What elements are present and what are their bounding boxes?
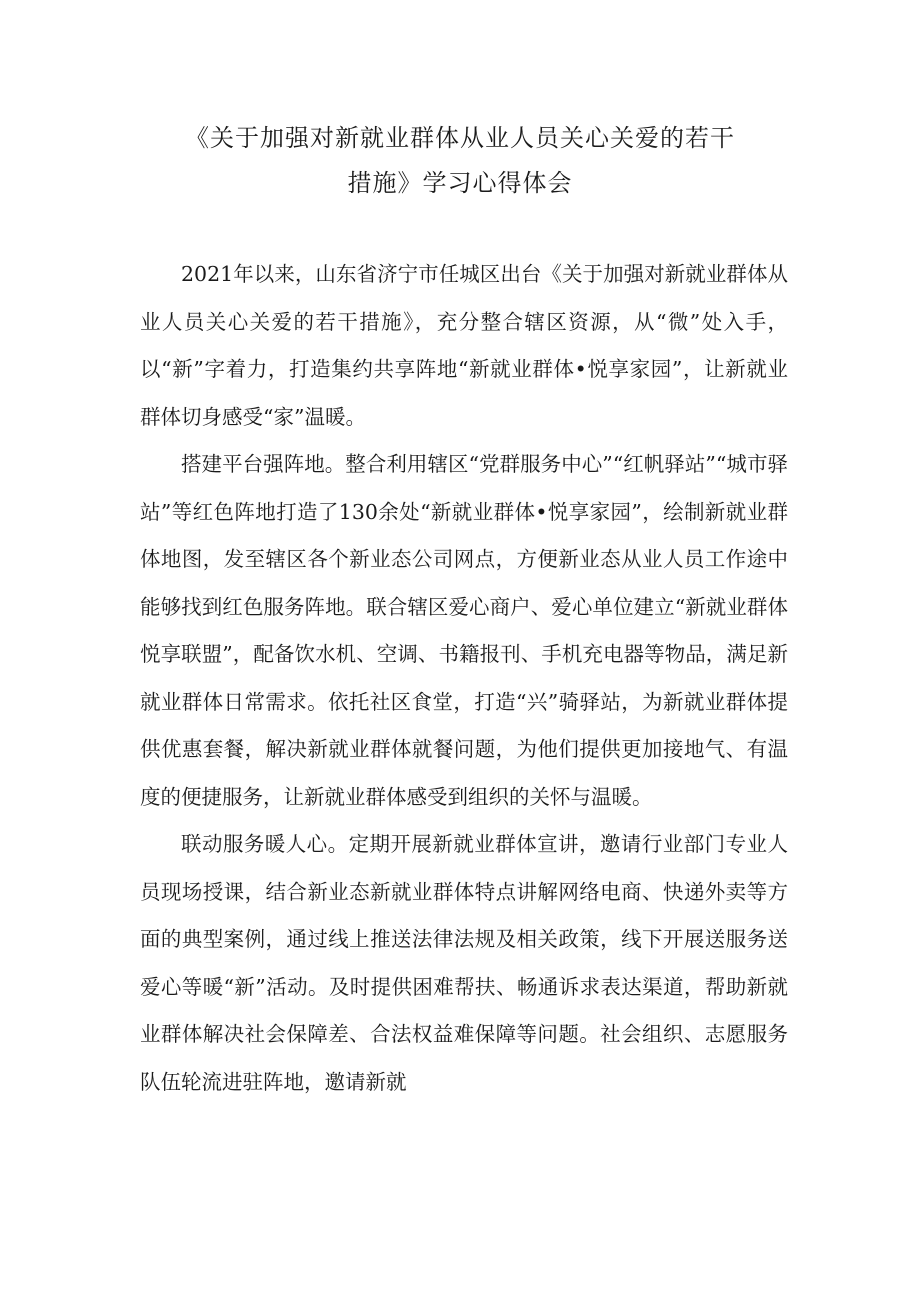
paragraph-intro: 2021年以来，山东省济宁市任城区出台《关于加强对新就业群体从业人员关心关爱的若干措施》，充分整合辖区资源，从“微”处入手，以“新”字着力，打造集约共享阵地“新就业群体•悦享家园”，让新就业群体切身感受“家”温暖。 bbox=[140, 262, 788, 429]
document-body bbox=[140, 251, 788, 1106]
paragraph-service: 联动服务暖人心。定期开展新就业群体宣讲，邀请行业部门专业人员现场授课，结合新业态新就业群体特点讲解网络电商、快递外卖等方面的典型案例，通过线上推送法律法规及相关政策，线下开展送服务送爱心等暖“新”活动。及时提供困难帮扶、畅通诉求表达渠道，帮助新就业群体解决社会保障差、合法权益难保障等问题。社会组织、志愿服务队伍轮流进驻阵地，邀请新就 bbox=[140, 832, 788, 1094]
paragraph-platform: 搭建平台强阵地。整合利用辖区“党群服务中心”“红帆驿站”“城市驿站”等红色阵地打造了130余处“新就业群体•悦享家园”，绘制新就业群体地图，发至辖区各个新业态公司网点，方便新业态从业人员工作途中能够找到红色服务阵地。联合辖区爱心商户、爱心单位建立“新就业群体悦享联盟”，配备饮水机、空调、书籍报刊、手机充电器等物品，满足新就业群体日常需求。依托社区食堂，打造“兴”骑驿站，为新就业群体提供优惠套餐，解决新就业群体就餐问题，为他们提供更加接地气、有温度的便捷服务，让新就业群体感受到组织的关怀与温暖。 bbox=[140, 452, 788, 809]
document-title-line-2: 措施》学习心得体会 bbox=[347, 169, 573, 197]
document-title-line-1: 《关于加强对新就业群体从业人员关心关爱的若干 bbox=[185, 124, 735, 152]
